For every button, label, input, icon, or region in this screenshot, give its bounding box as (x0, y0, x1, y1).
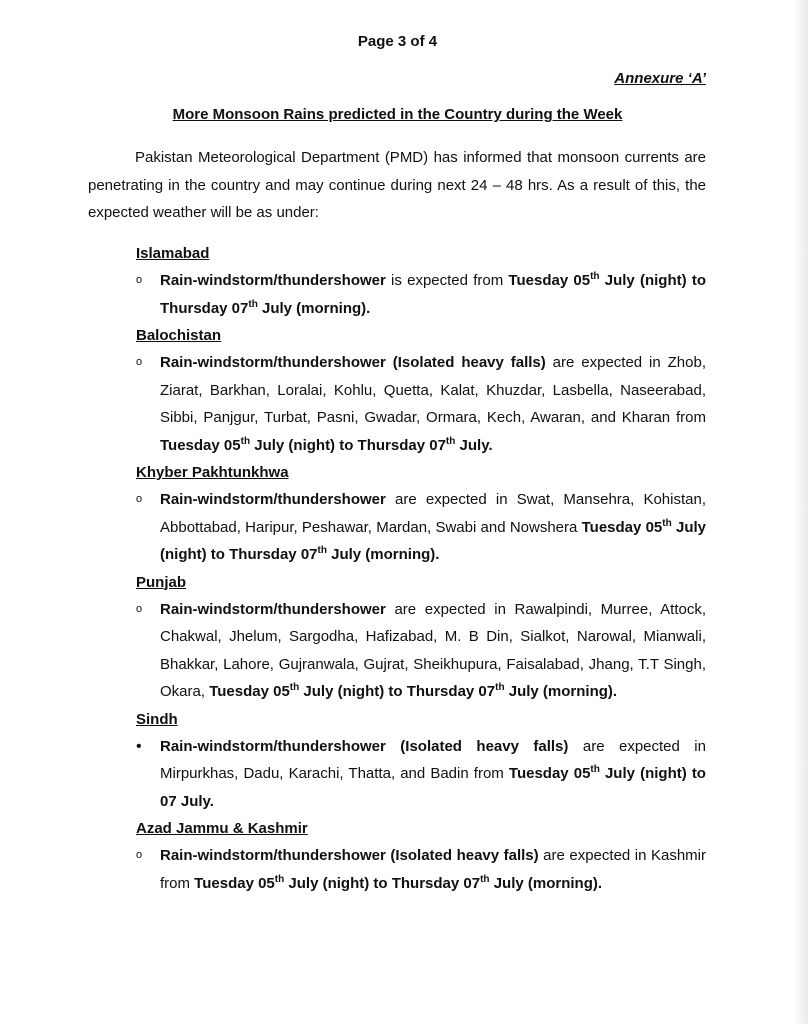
region-section (136, 459, 706, 569)
hollow-bullet-icon: o (136, 356, 143, 368)
ordinal-suffix: th (495, 682, 505, 693)
ordinal-suffix: th (240, 435, 251, 447)
annexure-label: Annexure ‘A’ (614, 70, 706, 87)
solid-bullet-icon: • (136, 737, 142, 755)
text-run: are expected in Zhob, Ziarat, Barkhan, Loralai, Kohlu, Quetta, Kalat, Khuzdar, Lasbella, Naseerabad, Sibbi, Panjgur, Turbat, Pasni, Gwadar, Ormara, Kech, Awaran, and Kharan from (160, 354, 706, 426)
bold-text-run: July (morning). (489, 874, 603, 892)
ordinal-suffix: th (445, 435, 456, 447)
page-number: Page 3 of 4 (357, 33, 438, 50)
page-edge-shadow (794, 0, 808, 1024)
bold-text-run: Rain-windstorm/thundershower (Isolated heavy falls) (160, 354, 546, 371)
forecast-text (160, 486, 706, 569)
forecast-text (160, 842, 706, 897)
ordinal-suffix: th (248, 298, 258, 310)
bold-text-run: Rain-windstorm/thundershower (160, 600, 386, 618)
text-run: are expected in Swat, Mansehra, Kohistan, Abbottabad, Haripur, Peshawar, Mardan, Swabi and Nowshera (160, 491, 706, 536)
text-run: are expected in Mirpurkhas, Dadu, Karachi, Thatta, and Badin from (160, 737, 706, 782)
region-heading: Khyber Pakhtunkhwa (136, 464, 289, 481)
bold-text-run: July (night) to Thursday 07 (299, 683, 496, 700)
region-heading: Punjab (136, 573, 187, 591)
ordinal-suffix: th (662, 517, 672, 529)
ordinal-suffix: th (317, 545, 327, 556)
forecast-bullet-item (136, 486, 706, 569)
hollow-bullet-icon: o (136, 274, 143, 286)
bold-text-run: July (night) to Thursday 07 (284, 874, 481, 892)
hollow-bullet-icon: o (136, 602, 143, 615)
bold-text-run: July (morning). (504, 683, 618, 700)
forecast-bullet-item (136, 842, 706, 897)
bold-text-run: July (night) to Thursday 07 (250, 436, 446, 454)
region-heading: Balochistan (136, 327, 222, 344)
ordinal-suffix: th (274, 873, 285, 885)
forecast-bullet-item (136, 267, 706, 322)
forecast-bullet-item (136, 596, 706, 706)
text-run: are expected in Rawalpindi, Murree, Attock, Chakwal, Jhelum, Sargodha, Hafizabad, M. B Din, Sialkot, Narowal, Mianwali, Bhakkar, Lahore, Gujranwala, Gujrat, Sheikhupura, Faisalabad, Jhang, T.T Singh, Okara, (160, 600, 706, 700)
hollow-bullet-icon: o (136, 493, 143, 505)
region-section (136, 815, 706, 897)
hollow-bullet-icon: o (136, 849, 143, 861)
region-section (136, 569, 706, 706)
bold-text-run: Tuesday 05 (209, 683, 290, 700)
forecast-text (160, 349, 706, 459)
forecast-bullet-item (136, 733, 706, 816)
forecast-text (160, 267, 706, 322)
text-run: are expected in Kashmir from (160, 847, 706, 892)
document-title: More Monsoon Rains predicted in the Country during the Week (172, 106, 623, 123)
ordinal-suffix: th (289, 682, 300, 693)
bold-text-run: July (night) to Thursday 07 (160, 272, 706, 317)
region-heading: Sindh (136, 710, 178, 728)
bold-text-run: Tuesday 05 (194, 874, 275, 892)
region-heading: Islamabad (136, 245, 210, 262)
region-heading: Azad Jammu & Kashmir (136, 820, 308, 837)
ordinal-suffix: th (480, 873, 490, 885)
bold-text-run: Rain-windstorm/thundershower (160, 272, 386, 289)
region-section (136, 706, 706, 816)
region-section (136, 322, 706, 459)
bold-text-run: Rain-windstorm/thundershower (Isolated heavy falls) (160, 847, 539, 864)
bold-text-run: July (morning). (326, 546, 440, 563)
bold-text-run: Tuesday 05 (508, 765, 591, 782)
text-run: is expected from (385, 272, 509, 289)
regions-list (136, 240, 706, 897)
bold-text-run: July. (455, 436, 493, 454)
bold-text-run: Rain-windstorm/thundershower (Isolated heavy falls) (160, 737, 569, 755)
ordinal-suffix: th (590, 271, 600, 282)
bold-text-run: July (night) to 07 July. (160, 765, 706, 810)
forecast-text (160, 733, 706, 816)
bold-text-run: July (night) to Thursday 07 (160, 518, 706, 563)
intro-paragraph: Pakistan Meteorological Department (PMD) has informed that monsoon currents are penetrating in the country and may continue during next 24 – 48 hrs. As a result of this, the expected weather will be as under: (88, 149, 706, 221)
bold-text-run: July (morning). (257, 299, 371, 317)
region-section (136, 240, 706, 322)
bold-text-run: Tuesday 05 (581, 518, 663, 536)
ordinal-suffix: th (590, 764, 600, 775)
forecast-text (160, 596, 706, 706)
forecast-bullet-item (136, 349, 706, 459)
bold-text-run: Rain-windstorm/thundershower (160, 491, 386, 508)
bold-text-run: Tuesday 05 (508, 272, 591, 289)
bold-text-run: Tuesday 05 (160, 436, 241, 454)
